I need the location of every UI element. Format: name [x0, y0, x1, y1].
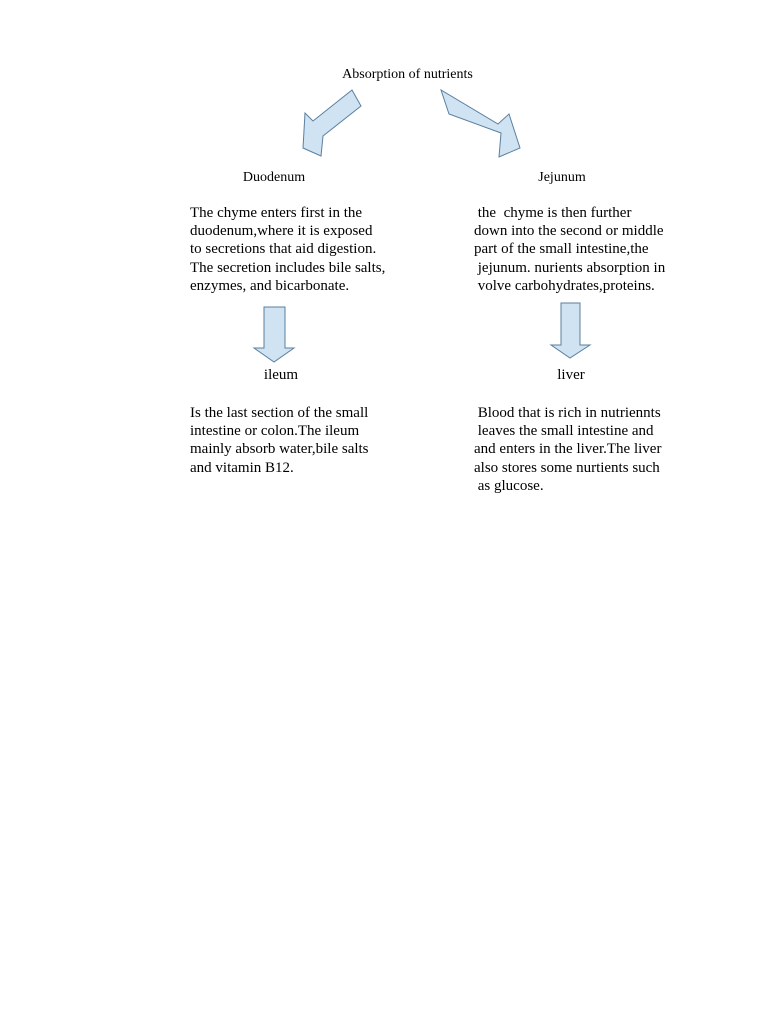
jejunum-heading: Jejunum	[538, 170, 586, 185]
ileum-heading: ileum	[263, 367, 299, 383]
duodenum-description: The chyme enters first in the duodenum,where it is exposed to secretions that aid digestion. The secretion includes bile salts, enzymes, and bicarbonate.	[190, 205, 386, 294]
ileum-description: Is the last section of the small intestine or colon.The ileum mainly absorb water,bile salts and vitamin B12.	[190, 405, 369, 476]
jejunum-description: the chyme is then further down into the second or middle part of the small intestine,the jejunum. nurients absorption in volve carbohydrates,proteins.	[474, 205, 666, 294]
diagram-title: Absorption of nutrients	[342, 67, 473, 82]
liver-description: Blood that is rich in nutriennts leaves the small intestine and and enters in the liver.The liver also stores some nurtients such as glucose.	[474, 405, 662, 494]
liver-heading: liver	[557, 367, 585, 383]
duodenum-heading: Duodenum	[242, 170, 306, 185]
